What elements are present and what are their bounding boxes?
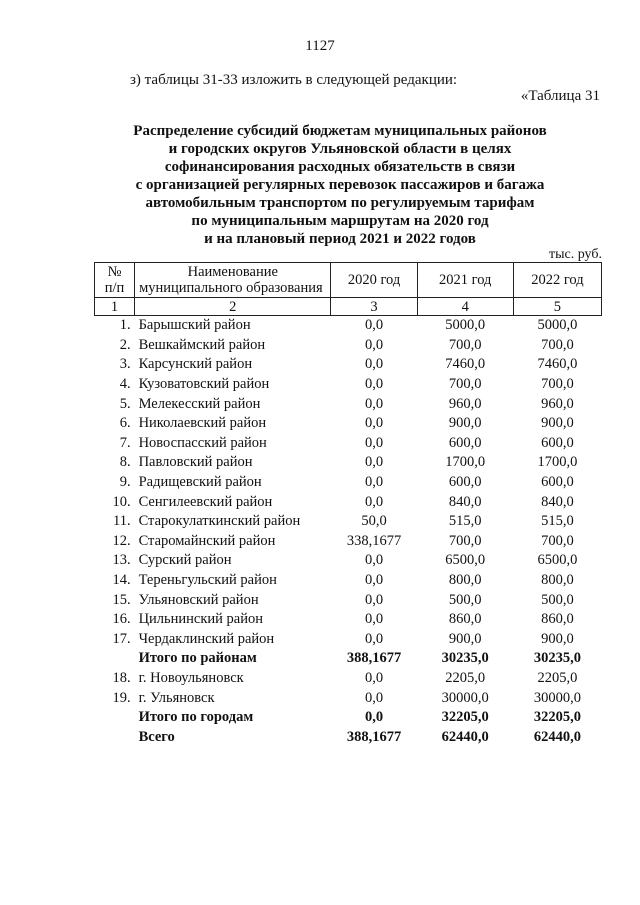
row-number — [95, 649, 135, 669]
row-number: 4. — [119, 376, 131, 393]
row-name: Карсунский район — [138, 356, 253, 373]
row-value-2020: 388,1677 — [346, 728, 402, 745]
row-value-2020: 0,0 — [364, 474, 384, 491]
row-value-2022: 900,0 — [541, 415, 574, 432]
row-name: Ульяновский район — [138, 591, 259, 608]
table-row — [95, 414, 602, 434]
header-2020: 2020 год — [331, 263, 417, 298]
row-value-2021: 960,0 — [448, 395, 482, 412]
row-value-2021: 700,0 — [448, 336, 482, 353]
row-name: Новоспасский район — [138, 434, 267, 451]
table-row — [95, 590, 602, 610]
row-value-2020: 0,0 — [364, 356, 384, 373]
row-number: 10. — [112, 493, 131, 510]
row-name: Барышский район — [138, 317, 251, 334]
table-row — [95, 394, 602, 414]
row-value-2021: 500,0 — [448, 591, 482, 608]
table-row — [95, 551, 602, 571]
row-value-2022: 30235,0 — [533, 650, 581, 667]
title-line: и на плановый период 2021 и 2022 годов — [204, 231, 476, 247]
table-row — [95, 688, 602, 708]
header-number-line2: п/п — [104, 280, 125, 296]
row-name: г. Ульяновск — [138, 689, 215, 706]
header-name-line2: муниципального образования — [139, 280, 323, 296]
row-value-2020: 50,0 — [361, 513, 387, 530]
table-row — [95, 316, 602, 336]
row-value-2022: 32205,0 — [533, 709, 581, 726]
row-value-2020: 0,0 — [364, 611, 384, 628]
row-value-2021: 5000,0 — [445, 317, 486, 334]
row-value-2020: 0,0 — [364, 709, 384, 726]
title-line: по муниципальным маршрутам на 2020 год — [191, 213, 489, 229]
row-value-2021: 800,0 — [448, 572, 482, 589]
row-value-2022: 2205,0 — [537, 669, 578, 686]
table-row — [95, 492, 602, 512]
row-value-2020: 0,0 — [364, 572, 384, 589]
column-number: 5 — [513, 298, 601, 316]
title-line: с организацией регулярных перевозок пассажиров и багажа — [135, 177, 545, 193]
row-value-2022: 800,0 — [541, 572, 574, 589]
row-value-2022: 5000,0 — [537, 317, 578, 334]
row-value-2022: 840,0 — [541, 493, 574, 510]
row-value-2022: 900,0 — [541, 630, 574, 647]
row-name: Цильнинский район — [138, 611, 264, 628]
row-name: Итого по районам — [138, 650, 257, 667]
row-value-2021: 860,0 — [448, 611, 482, 628]
row-value-2022: 62440,0 — [533, 728, 581, 745]
row-name: Чердаклинский район — [138, 630, 275, 647]
row-name: Всего — [138, 728, 175, 745]
table-row — [95, 669, 602, 689]
row-value-2020: 0,0 — [364, 669, 384, 686]
row-number: 18. — [112, 669, 131, 686]
table-row — [95, 532, 602, 552]
row-value-2022: 600,0 — [541, 474, 574, 491]
row-value-2020: 0,0 — [364, 630, 384, 647]
row-value-2022: 515,0 — [541, 513, 574, 530]
title-line: и городских округов Ульяновской области в целях — [168, 141, 512, 157]
table-row — [95, 630, 602, 650]
row-name: Старокулаткинский район — [138, 513, 301, 530]
row-number: 19. — [112, 689, 131, 706]
row-value-2021: 900,0 — [448, 630, 482, 647]
table-row — [95, 375, 602, 395]
table-row — [95, 434, 602, 454]
row-value-2022: 30000,0 — [533, 689, 581, 706]
table-body — [95, 316, 602, 748]
row-value-2020: 0,0 — [364, 434, 384, 451]
row-value-2022: 1700,0 — [537, 454, 578, 471]
row-number: 2. — [119, 336, 131, 353]
row-value-2021: 62440,0 — [441, 728, 489, 745]
title-line: автомобильным транспортом по регулируемым тарифам — [145, 195, 535, 211]
row-name: Итого по городам — [138, 709, 254, 726]
row-value-2020: 0,0 — [364, 493, 384, 510]
row-name: Тереньгульский район — [138, 572, 277, 589]
row-value-2022: 600,0 — [541, 434, 574, 451]
row-number: 11. — [112, 513, 131, 530]
header-2021: 2021 год — [417, 263, 513, 298]
subsidies-table — [94, 262, 602, 747]
table-row — [95, 453, 602, 473]
row-number: 7. — [119, 434, 131, 451]
page-number: 1127 — [305, 38, 335, 54]
row-name: Сенгилеевский район — [138, 493, 273, 510]
row-name: Старомайнский район — [138, 532, 276, 549]
header-name — [135, 263, 331, 298]
table-total-row — [95, 727, 602, 747]
row-name: Павловский район — [138, 454, 253, 471]
row-value-2021: 515,0 — [448, 513, 482, 530]
table-row — [95, 610, 602, 630]
row-value-2022: 960,0 — [541, 395, 574, 412]
row-value-2020: 388,1677 — [346, 650, 402, 667]
row-name: Николаевский район — [138, 415, 267, 432]
row-number: 12. — [112, 532, 131, 549]
row-value-2020: 0,0 — [364, 689, 384, 706]
row-name: Мелекесский район — [138, 395, 261, 412]
row-value-2021: 600,0 — [448, 474, 482, 491]
header-number — [95, 263, 135, 298]
units-label: тыс. руб. — [549, 247, 602, 262]
row-number: 6. — [119, 415, 131, 432]
row-number: 17. — [112, 630, 131, 647]
column-number: 2 — [135, 298, 331, 316]
row-number: 16. — [112, 611, 131, 628]
row-value-2022: 700,0 — [541, 336, 574, 353]
row-value-2021: 2205,0 — [445, 669, 486, 686]
row-name: Радищевский район — [138, 474, 262, 491]
row-name: Сурский район — [138, 552, 232, 569]
table-row — [95, 355, 602, 375]
row-value-2020: 0,0 — [364, 376, 384, 393]
row-value-2020: 0,0 — [364, 454, 384, 471]
row-value-2020: 0,0 — [364, 336, 384, 353]
row-value-2020: 0,0 — [364, 317, 384, 334]
row-value-2021: 32205,0 — [441, 709, 489, 726]
row-name: Кузоватовский район — [138, 376, 270, 393]
header-2022: 2022 год — [513, 263, 601, 298]
row-value-2021: 7460,0 — [445, 356, 486, 373]
table-reference: «Таблица 31 — [520, 88, 600, 104]
row-number: 1. — [119, 317, 131, 334]
row-number: 8. — [119, 454, 131, 471]
row-value-2022: 6500,0 — [537, 552, 578, 569]
row-value-2022: 700,0 — [541, 376, 574, 393]
row-number: 5. — [119, 395, 131, 412]
intro-text: з) таблицы 31-33 изложить в следующей редакции: — [130, 72, 458, 88]
row-number: 9. — [119, 474, 131, 491]
column-number: 3 — [331, 298, 417, 316]
row-value-2022: 700,0 — [541, 532, 574, 549]
row-number — [95, 727, 135, 747]
table-total-row — [95, 649, 602, 669]
column-number: 4 — [417, 298, 513, 316]
row-value-2022: 7460,0 — [537, 356, 578, 373]
title-line: софинансирования расходных обязательств в связи — [164, 159, 516, 175]
row-value-2021: 600,0 — [448, 434, 482, 451]
row-name: г. Новоульяновск — [138, 669, 244, 686]
row-value-2021: 30235,0 — [441, 650, 489, 667]
table-header-row — [95, 263, 602, 298]
row-value-2021: 900,0 — [448, 415, 482, 432]
row-value-2022: 500,0 — [541, 591, 574, 608]
row-number: 14. — [112, 572, 131, 589]
column-number: 1 — [95, 298, 135, 316]
document-title — [100, 122, 580, 248]
table-row — [95, 473, 602, 493]
row-value-2021: 6500,0 — [445, 552, 486, 569]
row-number — [95, 708, 135, 728]
row-value-2020: 338,1677 — [346, 532, 402, 549]
table-total-row — [95, 708, 602, 728]
header-name-line1: Наименование — [187, 264, 278, 280]
table-row — [95, 512, 602, 532]
row-number: 3. — [119, 356, 131, 373]
row-value-2021: 1700,0 — [445, 454, 486, 471]
row-value-2021: 30000,0 — [441, 689, 489, 706]
table-row — [95, 336, 602, 356]
title-line: Распределение субсидий бюджетам муниципальных районов — [133, 123, 547, 139]
table-row — [95, 571, 602, 591]
header-number-line1: № — [107, 264, 122, 280]
row-value-2020: 0,0 — [364, 415, 384, 432]
row-value-2021: 840,0 — [448, 493, 482, 510]
row-value-2021: 700,0 — [448, 532, 482, 549]
row-number: 13. — [112, 552, 131, 569]
row-value-2020: 0,0 — [364, 395, 384, 412]
row-value-2021: 700,0 — [448, 376, 482, 393]
row-value-2020: 0,0 — [364, 591, 384, 608]
row-value-2022: 860,0 — [541, 611, 574, 628]
column-number-row — [95, 298, 602, 316]
row-value-2020: 0,0 — [364, 552, 384, 569]
row-number: 15. — [112, 591, 131, 608]
row-name: Вешкаймский район — [138, 336, 266, 353]
